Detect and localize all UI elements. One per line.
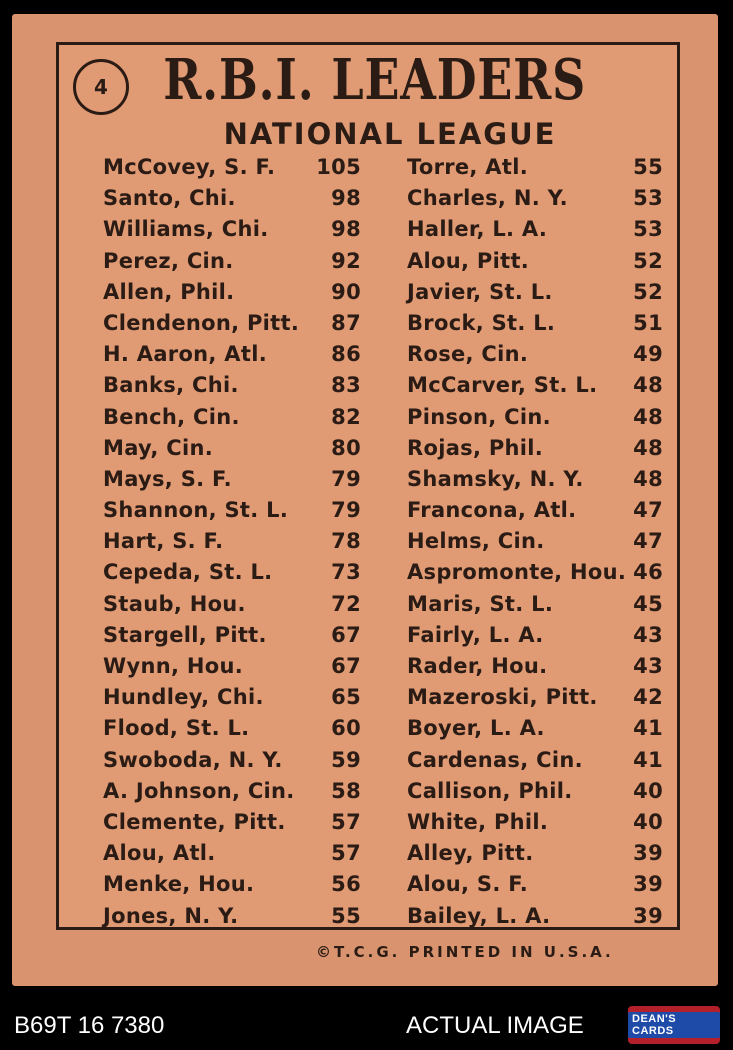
leader-row bbox=[103, 776, 361, 807]
leader-row bbox=[407, 402, 663, 433]
leader-row bbox=[103, 620, 361, 651]
rbi-value: 52 bbox=[633, 248, 663, 273]
player-name: H. Aaron, Atl. bbox=[103, 342, 267, 367]
rbi-value: 39 bbox=[633, 903, 663, 928]
rbi-value: 48 bbox=[633, 373, 663, 398]
leader-row bbox=[103, 838, 361, 869]
logo-text: DEAN'S CARDS bbox=[628, 1012, 720, 1038]
leader-row bbox=[103, 464, 361, 495]
player-name: Alou, Atl. bbox=[103, 841, 216, 866]
player-name: Staub, Hou. bbox=[103, 591, 246, 616]
leader-row bbox=[103, 433, 361, 464]
player-name: Cepeda, St. L. bbox=[103, 560, 273, 585]
leader-row bbox=[407, 713, 663, 744]
player-name: Bench, Cin. bbox=[103, 404, 240, 429]
card-title: R.B.I. LEADERS bbox=[163, 47, 587, 113]
leader-row bbox=[407, 152, 663, 183]
leader-row bbox=[103, 869, 361, 900]
rbi-value: 55 bbox=[633, 155, 663, 179]
player-name: Rose, Cin. bbox=[407, 342, 529, 367]
leader-row bbox=[407, 308, 663, 339]
leader-row bbox=[103, 682, 361, 713]
card-number-badge: 4 bbox=[73, 59, 129, 115]
rbi-value: 41 bbox=[633, 747, 663, 772]
player-name: May, Cin. bbox=[103, 435, 214, 460]
listing-footer bbox=[0, 1000, 733, 1050]
player-name: Swoboda, N. Y. bbox=[103, 747, 283, 772]
cert-number: B69T 16 7380 bbox=[14, 1012, 165, 1039]
rbi-value: 86 bbox=[331, 342, 361, 367]
rbi-value: 48 bbox=[633, 404, 663, 429]
leader-row bbox=[103, 713, 361, 744]
player-name: Clendenon, Pitt. bbox=[103, 310, 300, 335]
player-name: Maris, St. L. bbox=[407, 591, 554, 616]
player-name: Wynn, Hou. bbox=[103, 654, 243, 678]
leader-row bbox=[407, 464, 663, 495]
rbi-value: 52 bbox=[633, 279, 663, 304]
leader-row bbox=[407, 589, 663, 620]
rbi-value: 98 bbox=[331, 186, 361, 211]
rbi-value: 60 bbox=[331, 716, 361, 741]
player-name: Menke, Hou. bbox=[103, 872, 255, 897]
leader-row bbox=[407, 433, 663, 464]
player-name: Rader, Hou. bbox=[407, 654, 548, 678]
rbi-value: 80 bbox=[331, 435, 361, 460]
player-name: Stargell, Pitt. bbox=[103, 622, 267, 647]
rbi-value: 57 bbox=[331, 841, 361, 866]
player-name: Brock, St. L. bbox=[407, 310, 556, 335]
player-name: Jones, N. Y. bbox=[103, 903, 239, 928]
rbi-value: 73 bbox=[331, 560, 361, 585]
leader-row bbox=[103, 651, 361, 682]
rbi-value: 51 bbox=[633, 310, 663, 335]
player-name: Santo, Chi. bbox=[103, 186, 236, 211]
player-name: Fairly, L. A. bbox=[407, 622, 544, 647]
player-name: Mazeroski, Pitt. bbox=[407, 685, 598, 710]
rbi-value: 105 bbox=[316, 155, 361, 179]
rbi-value: 92 bbox=[331, 248, 361, 273]
leader-row bbox=[103, 557, 361, 588]
leader-row bbox=[407, 214, 663, 245]
leader-row bbox=[407, 682, 663, 713]
player-name: Alou, S. F. bbox=[407, 872, 529, 897]
rbi-value: 48 bbox=[633, 435, 663, 460]
rbi-value: 41 bbox=[633, 716, 663, 741]
leader-row bbox=[103, 277, 361, 308]
rbi-value: 47 bbox=[633, 498, 663, 523]
player-name: Boyer, L. A. bbox=[407, 716, 545, 741]
player-name: White, Phil. bbox=[407, 809, 549, 834]
rbi-value: 57 bbox=[331, 809, 361, 834]
player-name: Williams, Chi. bbox=[103, 217, 269, 242]
rbi-value: 67 bbox=[331, 654, 361, 678]
leader-row bbox=[103, 745, 361, 776]
leader-row bbox=[407, 370, 663, 401]
rbi-value: 39 bbox=[633, 841, 663, 866]
rbi-value: 53 bbox=[633, 186, 663, 211]
left-leader-list bbox=[103, 152, 361, 932]
leader-row bbox=[103, 308, 361, 339]
rbi-value: 43 bbox=[633, 654, 663, 678]
baseball-card-back bbox=[12, 14, 718, 986]
leader-row bbox=[407, 807, 663, 838]
leader-row bbox=[103, 214, 361, 245]
leader-row bbox=[407, 495, 663, 526]
rbi-value: 48 bbox=[633, 466, 663, 491]
player-name: Pinson, Cin. bbox=[407, 404, 551, 429]
player-name: Mays, S. F. bbox=[103, 466, 232, 491]
player-name: Bailey, L. A. bbox=[407, 903, 551, 928]
leader-row bbox=[407, 183, 663, 214]
player-name: Banks, Chi. bbox=[103, 373, 239, 398]
player-name: Aspromonte, Hou. bbox=[407, 560, 627, 585]
rbi-value: 87 bbox=[331, 310, 361, 335]
rbi-value: 72 bbox=[331, 591, 361, 616]
leader-row bbox=[407, 745, 663, 776]
copyright-line: ©T.C.G. PRINTED IN U.S.A. bbox=[316, 943, 614, 961]
rbi-value: 79 bbox=[331, 466, 361, 491]
leader-row bbox=[103, 526, 361, 557]
leader-row bbox=[407, 277, 663, 308]
rbi-value: 58 bbox=[331, 778, 361, 803]
rbi-value: 49 bbox=[633, 342, 663, 367]
leader-row bbox=[407, 776, 663, 807]
player-name: Clemente, Pitt. bbox=[103, 809, 286, 834]
player-name: Torre, Atl. bbox=[407, 155, 528, 179]
leader-row bbox=[103, 246, 361, 277]
player-name: Javier, St. L. bbox=[407, 279, 553, 304]
rbi-value: 47 bbox=[633, 529, 663, 554]
rbi-value: 55 bbox=[331, 903, 361, 928]
leader-row bbox=[407, 651, 663, 682]
player-name: Callison, Phil. bbox=[407, 778, 573, 803]
rbi-value: 46 bbox=[633, 560, 663, 585]
player-name: Alley, Pitt. bbox=[407, 841, 534, 866]
leader-row bbox=[407, 246, 663, 277]
rbi-value: 40 bbox=[633, 809, 663, 834]
rbi-value: 59 bbox=[331, 747, 361, 772]
leader-row bbox=[407, 838, 663, 869]
leader-row bbox=[407, 526, 663, 557]
leader-row bbox=[103, 339, 361, 370]
player-name: Shannon, St. L. bbox=[103, 498, 289, 523]
right-leader-list bbox=[407, 152, 663, 932]
player-name: Perez, Cin. bbox=[103, 248, 234, 273]
rbi-value: 83 bbox=[331, 373, 361, 398]
rbi-value: 82 bbox=[331, 404, 361, 429]
rbi-value: 78 bbox=[331, 529, 361, 554]
player-name: Flood, St. L. bbox=[103, 716, 250, 741]
leader-row bbox=[407, 339, 663, 370]
player-name: Allen, Phil. bbox=[103, 279, 235, 304]
player-name: Helms, Cin. bbox=[407, 529, 545, 554]
player-name: Alou, Pitt. bbox=[407, 248, 530, 273]
rbi-value: 79 bbox=[331, 498, 361, 523]
rbi-value: 40 bbox=[633, 778, 663, 803]
rbi-value: 56 bbox=[331, 872, 361, 897]
rbi-value: 39 bbox=[633, 872, 663, 897]
actual-image-label: ACTUAL IMAGE bbox=[406, 1012, 584, 1039]
rbi-value: 45 bbox=[633, 591, 663, 616]
league-subtitle: NATIONAL LEAGUE bbox=[223, 117, 557, 151]
leader-row bbox=[103, 589, 361, 620]
leader-row bbox=[103, 402, 361, 433]
player-name: Haller, L. A. bbox=[407, 217, 548, 242]
player-name: McCovey, S. F. bbox=[103, 155, 276, 179]
leader-row bbox=[103, 370, 361, 401]
leader-row bbox=[407, 557, 663, 588]
leader-row bbox=[407, 620, 663, 651]
leader-row bbox=[407, 901, 663, 932]
player-name: Francona, Atl. bbox=[407, 498, 577, 523]
rbi-value: 43 bbox=[633, 622, 663, 647]
leader-row bbox=[103, 495, 361, 526]
rbi-value: 98 bbox=[331, 217, 361, 242]
leader-row bbox=[103, 152, 361, 183]
rbi-value: 65 bbox=[331, 685, 361, 710]
leader-row bbox=[407, 869, 663, 900]
rbi-value: 53 bbox=[633, 217, 663, 242]
player-name: McCarver, St. L. bbox=[407, 373, 598, 398]
player-name: Hart, S. F. bbox=[103, 529, 224, 554]
leader-row bbox=[103, 807, 361, 838]
player-name: Charles, N. Y. bbox=[407, 186, 568, 211]
player-name: Hundley, Chi. bbox=[103, 685, 264, 710]
rbi-value: 67 bbox=[331, 622, 361, 647]
player-name: A. Johnson, Cin. bbox=[103, 778, 295, 803]
rbi-value: 90 bbox=[331, 279, 361, 304]
leader-row bbox=[103, 183, 361, 214]
card-frame bbox=[56, 42, 680, 930]
player-name: Rojas, Phil. bbox=[407, 435, 544, 460]
player-name: Cardenas, Cin. bbox=[407, 747, 583, 772]
rbi-value: 42 bbox=[633, 685, 663, 710]
deans-cards-logo bbox=[628, 1006, 720, 1044]
leader-row bbox=[103, 901, 361, 932]
player-name: Shamsky, N. Y. bbox=[407, 466, 584, 491]
